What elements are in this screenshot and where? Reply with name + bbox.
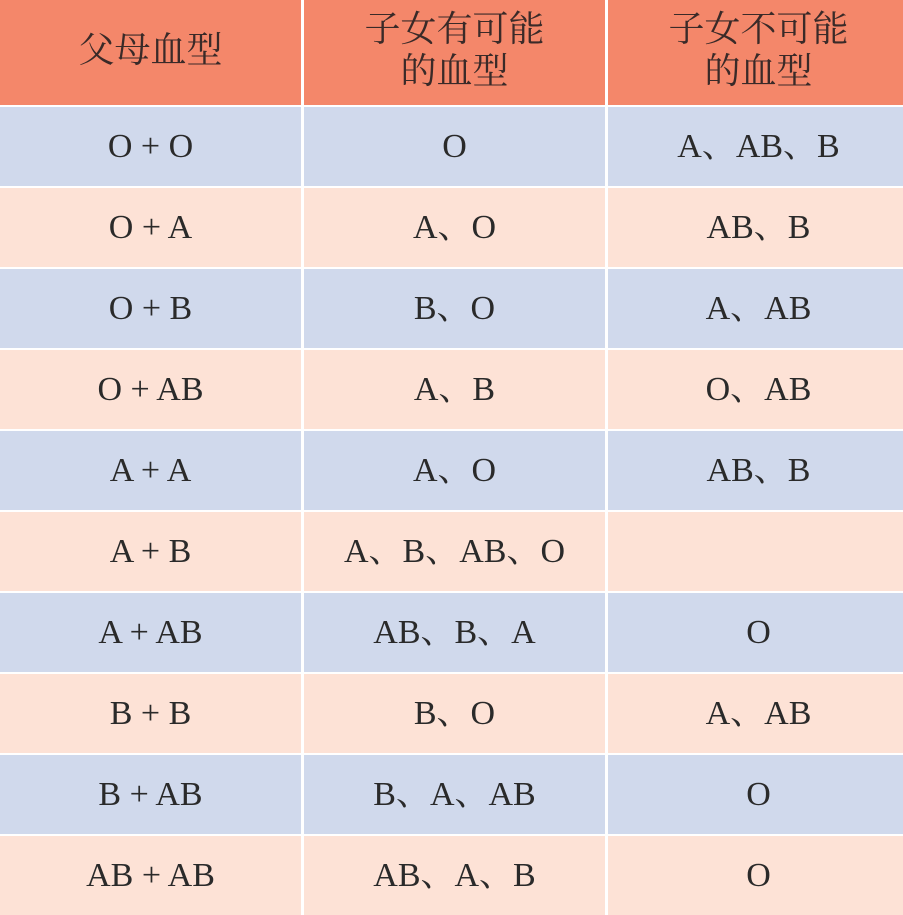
impossible-cell: O、AB	[608, 350, 903, 429]
parents-cell: O + B	[0, 269, 301, 348]
parents-cell: B + AB	[0, 755, 301, 834]
parents-cell: A + AB	[0, 593, 301, 672]
impossible-cell: A、AB	[608, 674, 903, 753]
header-possible-child-blood-type: 子女有可能 的血型	[304, 0, 605, 105]
impossible-cell: O	[608, 836, 903, 915]
parents-cell: A + A	[0, 431, 301, 510]
parents-cell: O + AB	[0, 350, 301, 429]
parents-cell: O + O	[0, 107, 301, 186]
header-parents-blood-type: 父母血型	[0, 0, 301, 105]
possible-cell: A、O	[304, 431, 605, 510]
possible-cell: AB、A、B	[304, 836, 605, 915]
impossible-cell	[608, 512, 903, 591]
impossible-cell: AB、B	[608, 431, 903, 510]
parents-cell: O + A	[0, 188, 301, 267]
possible-cell: B、A、AB	[304, 755, 605, 834]
possible-cell: O	[304, 107, 605, 186]
parents-cell: AB + AB	[0, 836, 301, 915]
parents-cell: B + B	[0, 674, 301, 753]
header-impossible-child-blood-type: 子女不可能 的血型	[608, 0, 903, 105]
possible-cell: A、O	[304, 188, 605, 267]
impossible-cell: A、AB、B	[608, 107, 903, 186]
impossible-cell: O	[608, 755, 903, 834]
possible-cell: AB、B、A	[304, 593, 605, 672]
possible-cell: A、B、AB、O	[304, 512, 605, 591]
impossible-cell: A、AB	[608, 269, 903, 348]
impossible-cell: O	[608, 593, 903, 672]
possible-cell: B、O	[304, 269, 605, 348]
possible-cell: B、O	[304, 674, 605, 753]
impossible-cell: AB、B	[608, 188, 903, 267]
possible-cell: A、B	[304, 350, 605, 429]
parents-cell: A + B	[0, 512, 301, 591]
